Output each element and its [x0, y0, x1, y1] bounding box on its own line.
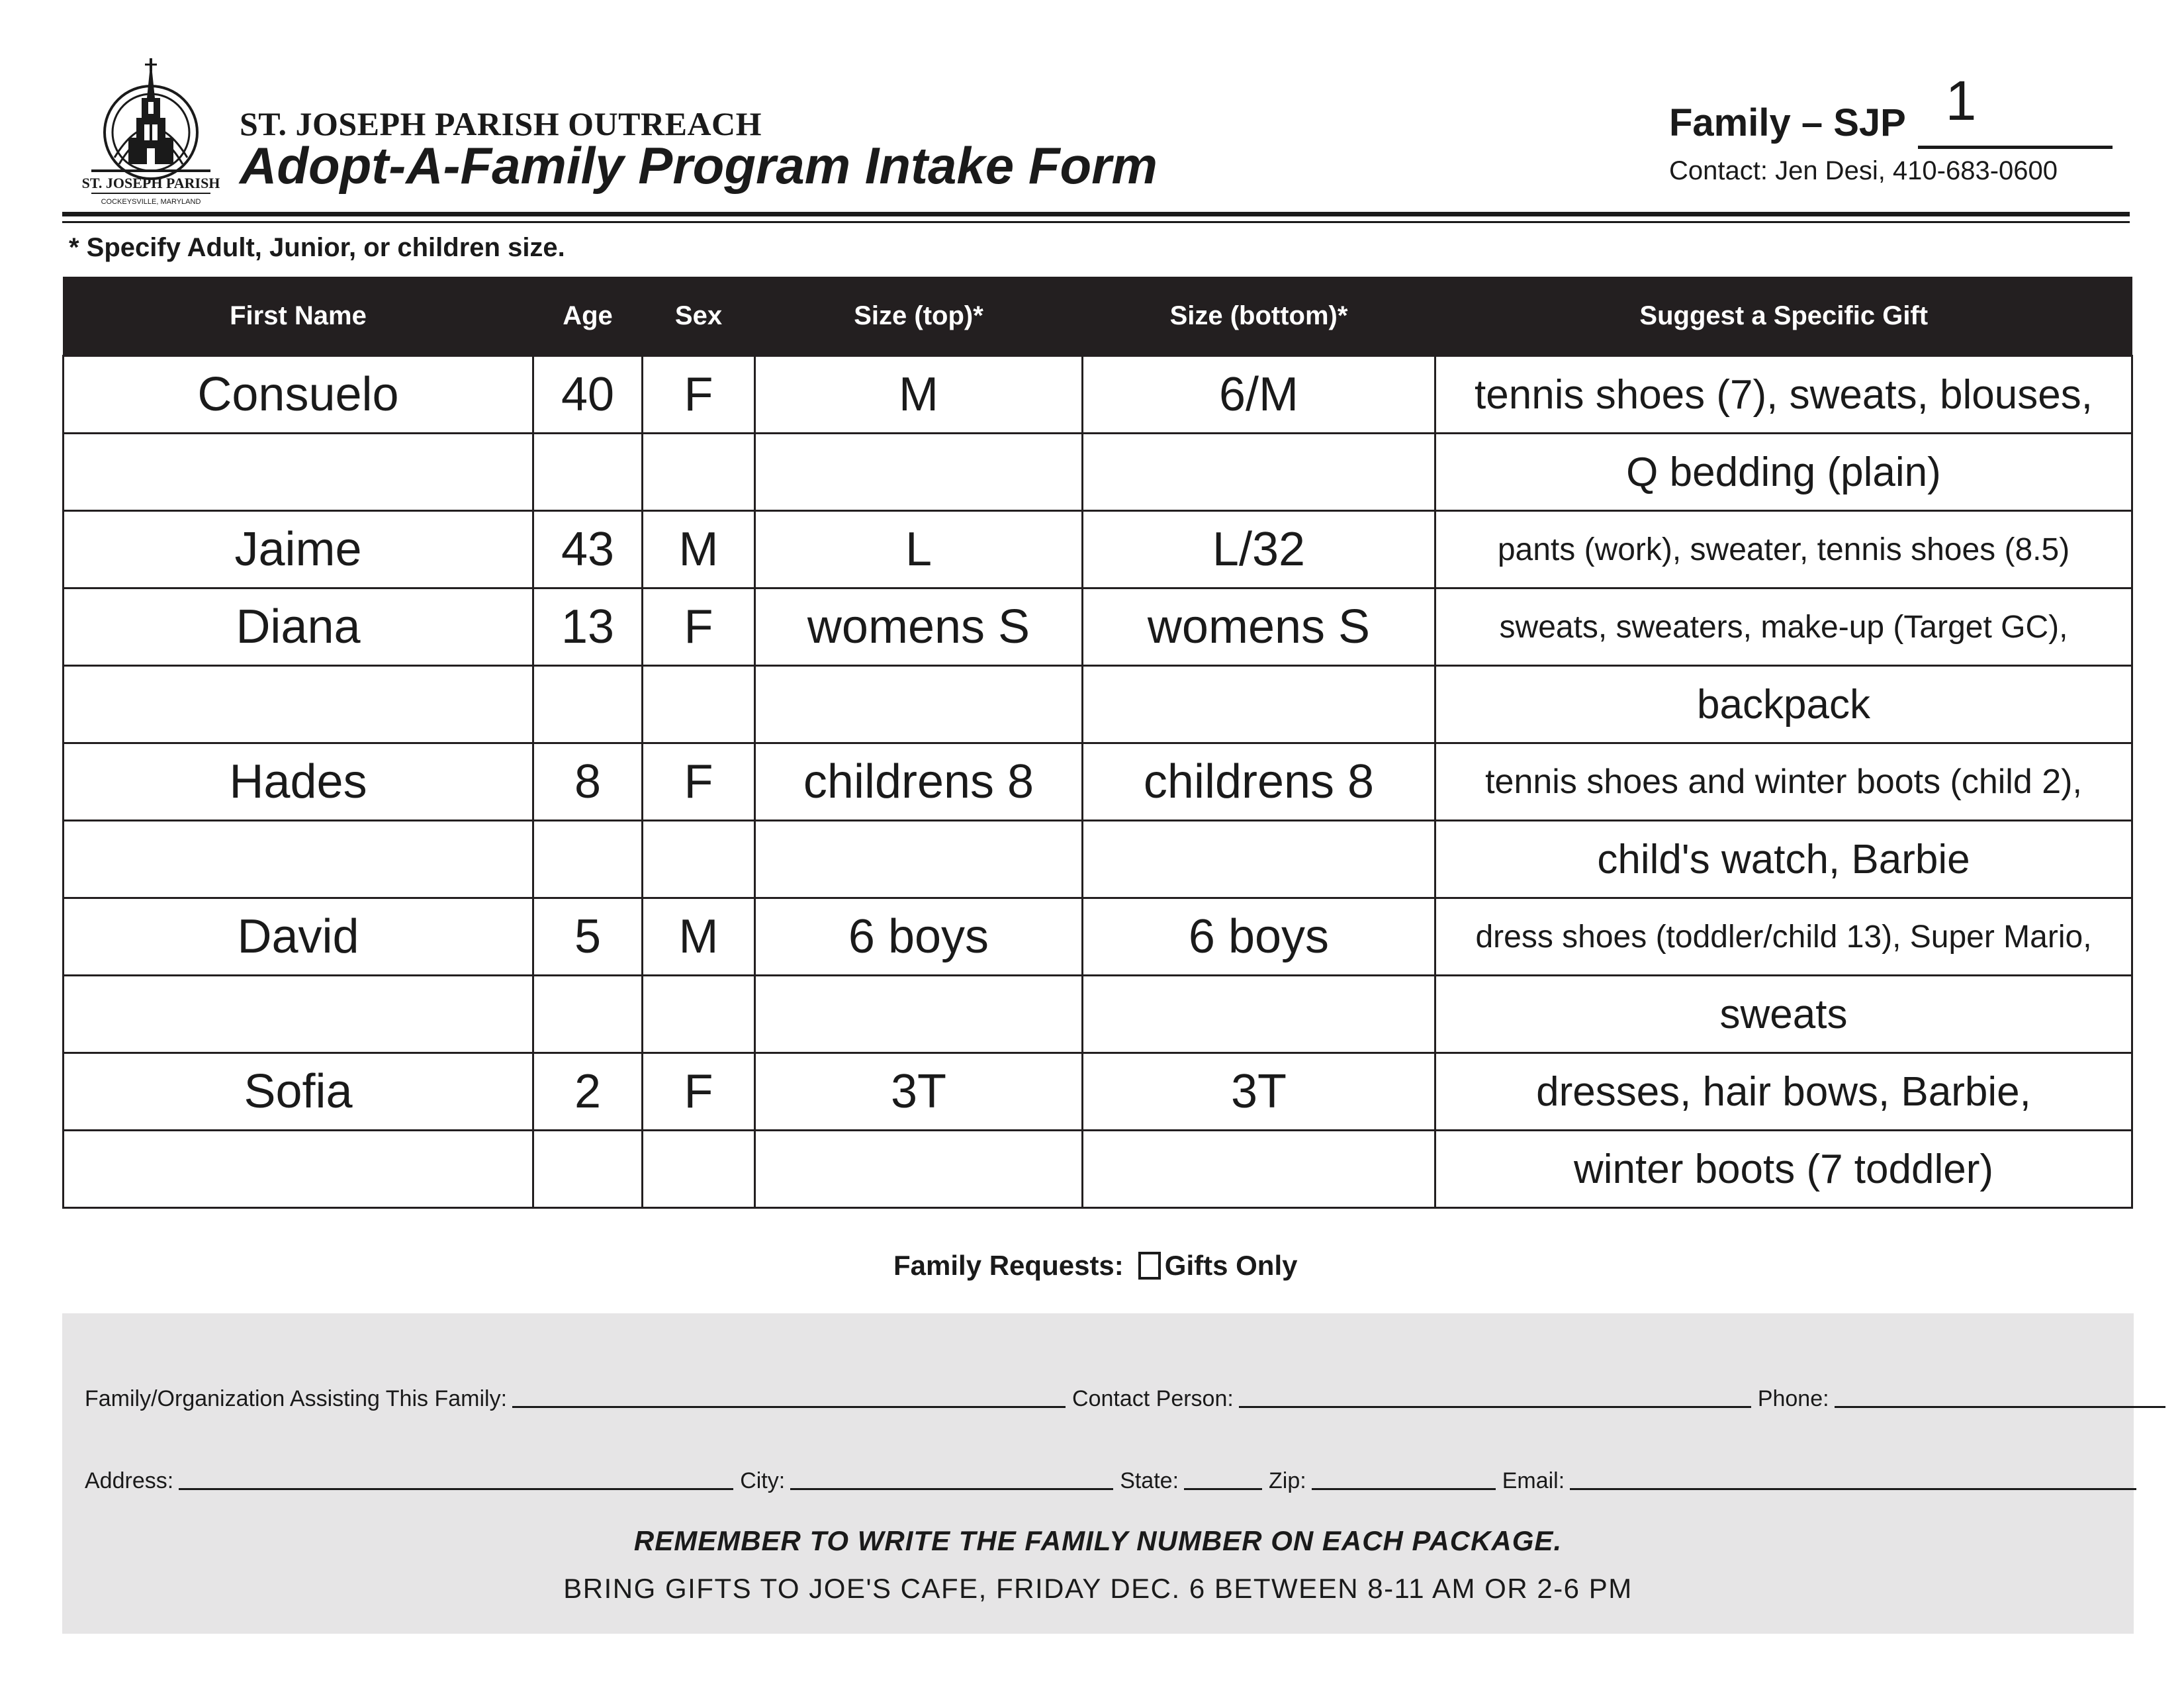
- first-name-cell[interactable]: Diana: [64, 588, 533, 666]
- size-top-cell[interactable]: [755, 666, 1083, 743]
- table-row: [64, 511, 2132, 588]
- zip-field[interactable]: [1312, 1468, 1496, 1490]
- size-top-cell[interactable]: childrens 8: [755, 743, 1083, 821]
- size-bottom-cell[interactable]: 6/M: [1083, 356, 1435, 434]
- st-joseph-parish-logo: [78, 58, 224, 211]
- zip-label: Zip:: [1269, 1468, 1306, 1493]
- sex-cell[interactable]: F: [643, 743, 755, 821]
- gift-cell[interactable]: backpack: [1435, 666, 2132, 743]
- gifts-only-checkbox[interactable]: [1138, 1252, 1161, 1280]
- header-rule-thin: [62, 221, 2130, 223]
- age-cell[interactable]: 8: [533, 743, 643, 821]
- logo-subtext: COCKEYSVILLE, MARYLAND: [101, 198, 201, 206]
- state-label: State:: [1120, 1468, 1179, 1493]
- size-top-cell[interactable]: [755, 976, 1083, 1053]
- table-row: [64, 434, 2132, 511]
- gift-cell[interactable]: dresses, hair bows, Barbie,: [1435, 1053, 2132, 1131]
- first-name-cell[interactable]: Consuelo: [64, 356, 533, 434]
- size-top-cell[interactable]: [755, 821, 1083, 898]
- family-requests-label: Family Requests:: [893, 1250, 1124, 1281]
- assisting-family-field[interactable]: [512, 1386, 1066, 1408]
- address-info-row: [85, 1468, 2143, 1494]
- contact-person-field[interactable]: [1239, 1386, 1751, 1408]
- size-bottom-cell[interactable]: L/32: [1083, 511, 1435, 588]
- email-field[interactable]: [1570, 1468, 2136, 1490]
- size-bottom-cell[interactable]: 6 boys: [1083, 898, 1435, 976]
- column-header-age: Age: [533, 277, 643, 356]
- first-name-cell[interactable]: [64, 434, 533, 511]
- age-cell[interactable]: 43: [533, 511, 643, 588]
- city-label: City:: [740, 1468, 786, 1493]
- table-row: [64, 588, 2132, 666]
- gifts-only-label: Gifts Only: [1164, 1250, 1298, 1281]
- size-top-cell[interactable]: L: [755, 511, 1083, 588]
- family-number[interactable]: 1: [1945, 70, 1977, 132]
- column-header-size-bottom: Size (bottom)*: [1083, 277, 1435, 356]
- age-cell[interactable]: [533, 434, 643, 511]
- email-label: Email:: [1502, 1468, 1565, 1493]
- first-name-cell[interactable]: [64, 666, 533, 743]
- first-name-cell[interactable]: [64, 976, 533, 1053]
- size-bottom-cell[interactable]: [1083, 821, 1435, 898]
- size-bottom-cell[interactable]: 3T: [1083, 1053, 1435, 1131]
- gift-cell[interactable]: sweats, sweaters, make-up (Target GC),: [1435, 588, 2132, 666]
- phone-field[interactable]: [1835, 1386, 2165, 1408]
- gift-cell[interactable]: sweats: [1435, 976, 2132, 1053]
- sex-cell[interactable]: F: [643, 588, 755, 666]
- gift-cell[interactable]: tennis shoes (7), sweats, blouses,: [1435, 356, 2132, 434]
- family-id-label: Family – SJP: [1669, 101, 1906, 144]
- size-top-cell[interactable]: [755, 1131, 1083, 1208]
- column-header-sex: Sex: [643, 277, 755, 356]
- first-name-cell[interactable]: David: [64, 898, 533, 976]
- gift-cell[interactable]: winter boots (7 toddler): [1435, 1131, 2132, 1208]
- sex-cell[interactable]: M: [643, 898, 755, 976]
- family-members-table: [62, 277, 2133, 1209]
- header-rule-thick: [62, 212, 2130, 216]
- sex-cell[interactable]: [643, 1131, 755, 1208]
- address-label: Address:: [85, 1468, 174, 1493]
- table-row: [64, 821, 2132, 898]
- sex-cell[interactable]: M: [643, 511, 755, 588]
- package-reminder: REMEMBER TO WRITE THE FAMILY NUMBER ON EACH PACKAGE.: [633, 1525, 1563, 1556]
- table-row: [64, 976, 2132, 1053]
- contact-info: Contact: Jen Desi, 410-683-0600: [1669, 156, 2058, 185]
- first-name-cell[interactable]: [64, 821, 533, 898]
- gift-cell[interactable]: child's watch, Barbie: [1435, 821, 2132, 898]
- age-cell[interactable]: 40: [533, 356, 643, 434]
- drop-off-instructions: BRING GIFTS TO JOE'S CAFE, FRIDAY DEC. 6 BETWEEN 8-11 AM OR 2-6 PM: [563, 1573, 1633, 1604]
- table-row: [64, 743, 2132, 821]
- column-header-gift: Suggest a Specific Gift: [1435, 277, 2132, 356]
- gift-cell[interactable]: tennis shoes and winter boots (child 2),: [1435, 743, 2132, 821]
- size-bottom-cell[interactable]: [1083, 434, 1435, 511]
- first-name-cell[interactable]: Hades: [64, 743, 533, 821]
- logo-text: ST. JOSEPH PARISH: [81, 175, 220, 191]
- age-cell[interactable]: 13: [533, 588, 643, 666]
- form-title: Adopt-A-Family Program Intake Form: [240, 136, 1158, 195]
- age-cell[interactable]: 5: [533, 898, 643, 976]
- first-name-cell[interactable]: Sofia: [64, 1053, 533, 1131]
- gift-cell[interactable]: pants (work), sweater, tennis shoes (8.5): [1435, 511, 2132, 588]
- size-top-cell[interactable]: 3T: [755, 1053, 1083, 1131]
- sex-cell[interactable]: F: [643, 1053, 755, 1131]
- table-row: [64, 898, 2132, 976]
- table-row: [64, 1053, 2132, 1131]
- sex-cell[interactable]: [643, 434, 755, 511]
- size-bottom-cell[interactable]: childrens 8: [1083, 743, 1435, 821]
- address-field[interactable]: [179, 1468, 733, 1490]
- table-header-row: [64, 277, 2132, 356]
- first-name-cell[interactable]: [64, 1131, 533, 1208]
- phone-label: Phone:: [1757, 1386, 1829, 1411]
- gift-cell[interactable]: Q bedding (plain): [1435, 434, 2132, 511]
- size-top-cell[interactable]: [755, 434, 1083, 511]
- contact-person-label: Contact Person:: [1072, 1386, 1234, 1411]
- age-cell[interactable]: [533, 666, 643, 743]
- assisting-family-label: Family/Organization Assisting This Family:: [85, 1386, 508, 1411]
- assisting-info-row: [85, 1386, 2172, 1412]
- size-top-cell[interactable]: womens S: [755, 588, 1083, 666]
- size-bottom-cell[interactable]: [1083, 666, 1435, 743]
- gift-cell[interactable]: dress shoes (toddler/child 13), Super Mario,: [1435, 898, 2132, 976]
- size-bottom-cell[interactable]: [1083, 1131, 1435, 1208]
- age-cell[interactable]: [533, 1131, 643, 1208]
- table-row: [64, 666, 2132, 743]
- family-number-line: [1918, 146, 2113, 149]
- organization-name: ST. JOSEPH PARISH OUTREACH: [240, 105, 762, 142]
- column-header-first-name: First Name: [64, 277, 533, 356]
- table-row: [64, 1131, 2132, 1208]
- first-name-cell[interactable]: Jaime: [64, 511, 533, 588]
- age-cell[interactable]: [533, 976, 643, 1053]
- family-requests: [893, 1250, 1297, 1282]
- size-top-cell[interactable]: 6 boys: [755, 898, 1083, 976]
- column-header-size-top: Size (top)*: [755, 277, 1083, 356]
- size-top-cell[interactable]: M: [755, 356, 1083, 434]
- sex-cell[interactable]: [643, 666, 755, 743]
- sex-cell[interactable]: [643, 821, 755, 898]
- sex-cell[interactable]: F: [643, 356, 755, 434]
- state-field[interactable]: [1184, 1468, 1262, 1490]
- size-note: * Specify Adult, Junior, or children size.: [69, 233, 565, 262]
- table-row: [64, 356, 2132, 434]
- sex-cell[interactable]: [643, 976, 755, 1053]
- city-field[interactable]: [790, 1468, 1113, 1490]
- age-cell[interactable]: [533, 821, 643, 898]
- size-bottom-cell[interactable]: [1083, 976, 1435, 1053]
- size-bottom-cell[interactable]: womens S: [1083, 588, 1435, 666]
- age-cell[interactable]: 2: [533, 1053, 643, 1131]
